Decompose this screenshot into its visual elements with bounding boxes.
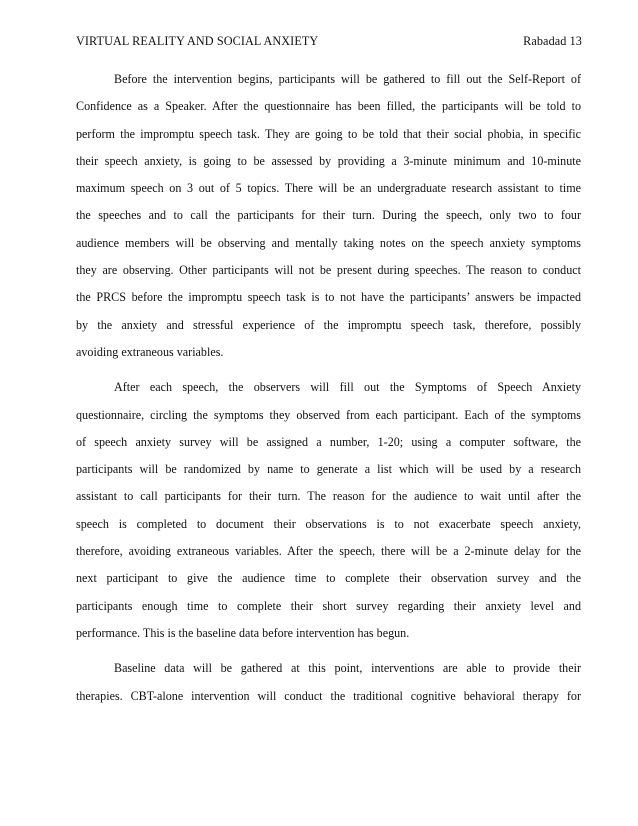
- paragraph-2: [76, 374, 581, 647]
- page-number: Rabadad 13: [523, 34, 582, 48]
- text-line: participants will be randomized by name to generate a list which will be used by a research: [76, 462, 581, 477]
- text-line: maximum speech on 3 out of 5 topics. There will be an undergraduate research assistant to time: [76, 181, 581, 196]
- text-line: Before the intervention begins, participants will be gathered to fill out the Self-Report of: [114, 72, 581, 86]
- text-line: therefore, avoiding extraneous variables. After the speech, there will be a 2-minute delay for the: [76, 544, 581, 559]
- paragraph-3: [76, 655, 581, 710]
- body-text: [76, 66, 581, 710]
- text-line: they are observing. Other participants will not be present during speeches. The reason to conduct: [76, 263, 581, 278]
- text-line: assistant to call participants for their turn. The reason for the audience to wait until after the: [76, 489, 581, 504]
- text-line: perform the impromptu speech task. They are going to be told that their social phobia, in specific: [76, 126, 581, 141]
- text-line: performance. This is the baseline data before intervention has begun.: [76, 625, 410, 640]
- text-line: by the anxiety and stressful experience of the impromptu speech task, therefore, possibly: [76, 317, 581, 332]
- text-line: questionnaire, circling the symptoms they observed from each participant. Each of the symptoms: [76, 407, 581, 422]
- text-line: their speech anxiety, is going to be assessed by providing a 3-minute minimum and 10-minute: [76, 153, 581, 168]
- paragraph-1: [76, 66, 581, 366]
- text-line: therapies. CBT-alone intervention will conduct the traditional cognitive behavioral therapy for: [76, 688, 581, 703]
- text-line: the PRCS before the impromptu speech task is to not have the participants’ answers be impacted: [76, 290, 581, 305]
- text-line: avoiding extraneous variables.: [76, 344, 224, 359]
- text-line: After each speech, the observers will fill out the Symptoms of Speech Anxiety: [114, 380, 581, 395]
- text-line: the speeches and to call the participants for their turn. During the speech, only two to four: [76, 208, 581, 223]
- text-line: Confidence as a Speaker. After the questionnaire has been filled, the participants will be told to: [76, 99, 581, 114]
- running-head-title: VIRTUAL REALITY AND SOCIAL ANXIETY: [76, 34, 319, 48]
- text-line: next participant to give the audience time to complete their observation survey and the: [76, 571, 581, 586]
- text-line: participants enough time to complete their short survey regarding their anxiety level and: [76, 598, 581, 613]
- text-line: speech is completed to document their observations is to not exacerbate speech anxiety,: [76, 516, 581, 531]
- text-line: Baseline data will be gathered at this point, interventions are able to provide their: [114, 661, 581, 676]
- text-line: audience members will be observing and mentally taking notes on the speech anxiety symptoms: [76, 235, 581, 250]
- text-line: of speech anxiety survey will be assigned a number, 1-20; using a computer software, the: [76, 434, 581, 449]
- running-header: [76, 34, 582, 52]
